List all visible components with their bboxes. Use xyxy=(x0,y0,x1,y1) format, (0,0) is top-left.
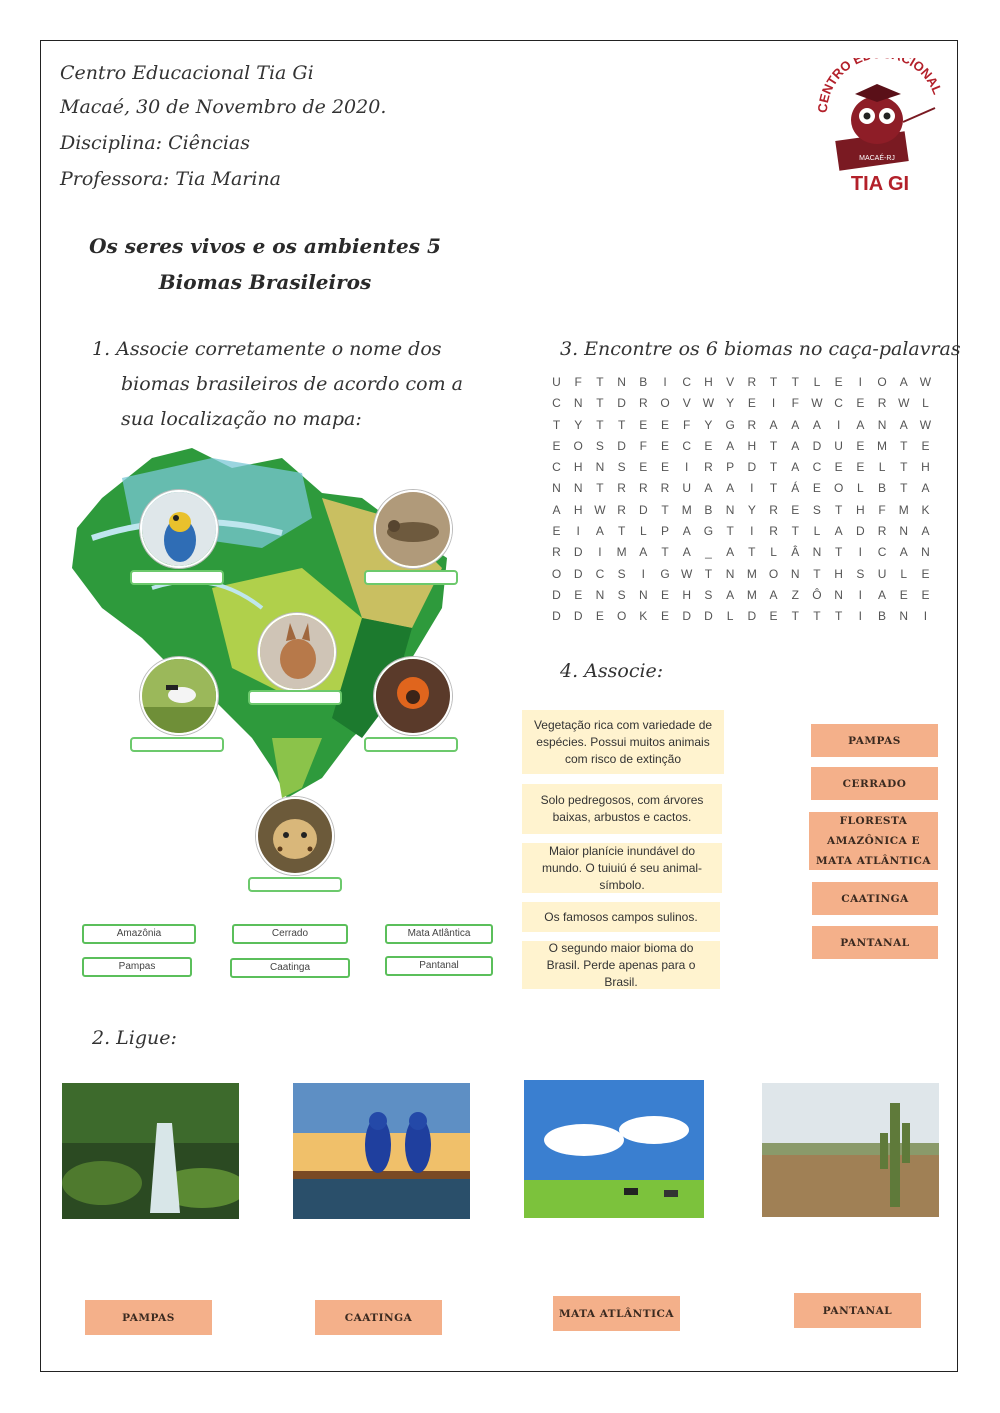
word-search-letter[interactable]: N xyxy=(899,524,909,539)
word-search-letter[interactable]: S xyxy=(595,438,604,453)
word-search-letter[interactable]: T xyxy=(791,609,799,624)
bank-pantanal[interactable]: Pantanal xyxy=(385,956,493,976)
word-search-letter[interactable]: M xyxy=(877,438,888,453)
q4-tag-caatinga[interactable]: CAATINGA xyxy=(812,882,938,915)
word-search-letter[interactable]: E xyxy=(856,460,865,475)
word-search-letter[interactable]: A xyxy=(899,375,908,389)
word-search-letter[interactable]: I xyxy=(836,417,841,432)
word-search-letter[interactable]: A xyxy=(834,524,843,539)
word-search-letter[interactable]: T xyxy=(900,460,908,475)
word-search-letter[interactable]: R xyxy=(704,460,713,475)
word-search-letter[interactable]: I xyxy=(750,481,754,496)
q2-label: 2. Ligue: xyxy=(92,1027,177,1049)
school-name: Centro Educacional Tia Gi xyxy=(60,62,314,84)
word-search-letter[interactable]: N xyxy=(725,502,735,517)
word-search-letter[interactable]: Y xyxy=(726,396,735,411)
q2-tag-mata-atlantica[interactable]: MATA ATLÂNTICA xyxy=(553,1296,680,1331)
word-search-letter[interactable]: R xyxy=(638,481,648,496)
word-search-letter[interactable]: T xyxy=(834,545,843,560)
word-search-letter[interactable]: F xyxy=(791,396,799,411)
word-search-letter[interactable]: W xyxy=(702,396,715,411)
word-search-letter[interactable]: L xyxy=(770,545,777,560)
word-search-letter[interactable]: O xyxy=(616,609,627,624)
word-search-letter[interactable]: C xyxy=(877,545,887,560)
word-search-letter[interactable]: G xyxy=(703,524,714,539)
word-search-letter[interactable]: L xyxy=(726,609,734,624)
word-search-letter[interactable]: T xyxy=(834,502,843,517)
word-search-letter[interactable]: E xyxy=(769,609,778,624)
word-search-letter[interactable]: I xyxy=(641,566,645,581)
q1-line1: 1. Associe corretamente o nome dos xyxy=(92,338,442,360)
word-search-letter[interactable]: L xyxy=(878,460,886,475)
description-4: Os famosos campos sulinos. xyxy=(522,902,720,932)
word-search-letter[interactable]: G xyxy=(725,417,735,432)
word-search-letter[interactable]: T xyxy=(813,566,821,581)
word-search-letter[interactable]: R xyxy=(552,545,561,560)
word-search-letter[interactable]: O xyxy=(768,566,779,581)
word-search-letter[interactable]: T xyxy=(769,481,778,496)
word-search-letter[interactable]: O xyxy=(551,566,562,581)
word-search-letter[interactable]: H xyxy=(573,460,583,475)
word-search-letter[interactable]: B xyxy=(878,481,887,496)
word-search-letter[interactable]: R xyxy=(617,481,626,496)
word-search-letter[interactable]: M xyxy=(681,502,692,517)
word-search-letter[interactable]: A xyxy=(921,481,930,496)
word-search-letter[interactable]: L xyxy=(857,481,864,496)
word-search-letter[interactable]: V xyxy=(726,375,735,389)
word-search-letter[interactable]: D xyxy=(682,609,692,624)
word-search-letter[interactable]: C xyxy=(682,375,692,389)
word-search-letter[interactable]: R xyxy=(877,524,887,539)
word-search-letter[interactable]: E xyxy=(595,609,604,624)
word-search-letter[interactable]: A xyxy=(726,545,735,560)
word-search-letter[interactable]: D xyxy=(747,460,757,475)
word-search-letter[interactable]: E xyxy=(661,438,670,453)
q4-tag-pantanal[interactable]: PANTANAL xyxy=(812,926,938,959)
word-search-letter[interactable]: T xyxy=(552,417,561,432)
word-search-letter[interactable]: E xyxy=(552,524,561,539)
word-search-letter[interactable]: Z xyxy=(791,587,799,602)
word-search-letter[interactable]: A xyxy=(769,417,778,432)
word-search-row xyxy=(546,478,936,499)
word-search-letter[interactable]: T xyxy=(617,417,626,432)
word-search-letter[interactable]: A xyxy=(791,417,800,432)
word-search-letter[interactable]: A xyxy=(726,587,735,602)
word-search-letter[interactable]: E xyxy=(856,438,865,453)
word-search-row xyxy=(546,500,936,521)
word-search-letter[interactable]: R xyxy=(769,524,778,539)
word-search-letter[interactable]: A xyxy=(769,587,778,602)
word-search-letter[interactable]: W xyxy=(919,375,932,389)
word-search-letter[interactable]: D xyxy=(617,438,626,453)
word-search-letter[interactable]: A xyxy=(704,481,713,496)
word-search-letter[interactable]: U xyxy=(552,375,561,389)
q1-line2: biomas brasileiros de acordo com a xyxy=(121,373,463,395)
word-search-letter[interactable]: E xyxy=(661,417,670,432)
date-line: Macaé, 30 de Novembro de 2020. xyxy=(60,96,387,118)
word-search-letter[interactable]: O xyxy=(573,438,583,453)
word-search-letter[interactable]: D xyxy=(747,609,757,624)
word-search-letter[interactable]: N xyxy=(573,396,583,411)
word-search-letter[interactable]: E xyxy=(661,460,670,475)
word-search-letter[interactable]: Â xyxy=(791,545,800,560)
word-search-letter[interactable]: B xyxy=(704,502,713,517)
word-search-letter[interactable]: H xyxy=(834,566,843,581)
word-search-letter[interactable]: U xyxy=(682,481,692,496)
word-search-letter[interactable]: T xyxy=(596,481,604,496)
q4-tag-floresta-mata[interactable]: FLORESTA AMAZÔNICA E MATA ATLÂNTICA xyxy=(809,812,938,870)
jabiru-photo xyxy=(140,657,218,735)
word-search-letter[interactable]: T xyxy=(748,545,756,560)
word-search-letter[interactable]: T xyxy=(791,375,799,389)
word-search-letter[interactable]: S xyxy=(704,587,713,602)
macaw-photo xyxy=(140,490,218,568)
word-search-letter[interactable]: A xyxy=(921,524,930,539)
word-search-letter[interactable]: E xyxy=(704,438,713,453)
answer-box-jabiru[interactable] xyxy=(130,737,224,752)
caatinga-cactus-photo xyxy=(762,1083,939,1217)
word-search-row xyxy=(546,436,936,457)
word-search-letter[interactable]: N xyxy=(725,566,735,581)
description-2: Solo pedregosos, com árvores baixas, arbustos e cactos. xyxy=(522,784,722,834)
word-search-letter[interactable]: N xyxy=(573,481,583,496)
word-search-letter[interactable]: I xyxy=(750,524,754,539)
word-search-letter[interactable]: E xyxy=(747,396,756,411)
subject-line: Disciplina: Ciências xyxy=(60,132,250,154)
word-search-letter[interactable]: M xyxy=(898,502,909,517)
school-logo xyxy=(815,58,945,198)
word-search-letter[interactable]: D xyxy=(573,545,583,560)
word-search-letter[interactable]: I xyxy=(858,587,863,602)
word-search-letter[interactable]: N xyxy=(595,460,605,475)
q2-tag-pampas[interactable]: PAMPAS xyxy=(85,1300,212,1335)
word-search-letter[interactable]: T xyxy=(769,438,778,453)
word-search-letter[interactable]: I xyxy=(858,545,863,560)
word-search-letter[interactable]: N xyxy=(877,417,887,432)
word-search-letter[interactable]: K xyxy=(921,502,930,517)
grassland-cattle-photo xyxy=(524,1080,704,1218)
word-search-letter[interactable]: A xyxy=(791,460,800,475)
q2-tag-pantanal[interactable]: PANTANAL xyxy=(794,1293,921,1328)
word-search-letter[interactable]: T xyxy=(900,438,908,453)
word-search-letter[interactable]: N xyxy=(552,481,561,496)
word-search-letter[interactable]: H xyxy=(682,587,692,602)
q1-line3: sua localização no mapa: xyxy=(121,408,362,430)
word-search-letter[interactable]: E xyxy=(812,481,821,496)
word-search-letter[interactable]: D xyxy=(552,587,561,602)
word-search-letter[interactable]: L xyxy=(813,524,821,539)
bank-pampas[interactable]: Pampas xyxy=(82,957,192,977)
answer-box-ocelot[interactable] xyxy=(248,877,342,892)
word-search-letter[interactable]: D xyxy=(552,609,561,624)
word-search-letter[interactable]: M xyxy=(746,587,757,602)
word-search-letter[interactable]: T xyxy=(661,502,669,517)
word-search-letter[interactable]: C xyxy=(595,566,605,581)
lizard-photo xyxy=(374,490,452,568)
word-search-letter[interactable]: I xyxy=(598,545,602,560)
word-search-letter[interactable]: T xyxy=(769,375,778,389)
word-search-letter[interactable]: R xyxy=(747,417,757,432)
logo-city: MACAÉ-RJ xyxy=(859,155,895,162)
word-search-row xyxy=(546,542,936,563)
word-search-letter[interactable]: E xyxy=(639,460,648,475)
teacher-line: Professora: Tia Marina xyxy=(60,168,281,190)
word-search-letter[interactable]: T xyxy=(617,524,626,539)
word-search-letter[interactable]: S xyxy=(617,460,626,475)
word-search-letter[interactable]: A xyxy=(595,524,604,539)
word-search-letter[interactable]: S xyxy=(856,566,865,581)
word-search-letter[interactable]: R xyxy=(660,481,670,496)
word-search-letter[interactable]: I xyxy=(923,609,928,624)
word-search-letter[interactable]: H xyxy=(921,460,930,475)
word-search-letter[interactable]: R xyxy=(769,502,778,517)
word-search-letter[interactable]: E xyxy=(661,587,670,602)
ocelot-photo xyxy=(256,797,334,875)
forest-waterfall-photo xyxy=(62,1083,239,1219)
word-search-row xyxy=(546,564,936,585)
word-search-letter[interactable]: L xyxy=(922,396,929,411)
word-search-letter[interactable]: F xyxy=(683,417,691,432)
word-search-letter[interactable]: Y xyxy=(704,417,713,432)
word-search-letter[interactable]: D xyxy=(638,502,648,517)
word-search-letter[interactable]: E xyxy=(921,566,930,581)
word-search-letter[interactable]: A xyxy=(791,438,800,453)
description-3: Maior planície inundável do mundo. O tuiuiú é seu animal-símbolo. xyxy=(522,843,722,893)
bank-cerrado[interactable]: Cerrado xyxy=(232,924,348,944)
word-search-letter[interactable]: N xyxy=(812,545,822,560)
word-search-letter[interactable]: T xyxy=(769,460,778,475)
word-search-letter[interactable]: G xyxy=(660,566,670,581)
word-search-letter[interactable]: F xyxy=(639,438,647,453)
word-search-letter[interactable]: R xyxy=(747,375,757,389)
worksheet-title: Os seres vivos e os ambientes 5 xyxy=(89,234,441,258)
word-search-letter[interactable]: I xyxy=(858,609,863,624)
word-search-letter[interactable]: T xyxy=(834,609,843,624)
word-search-letter[interactable]: C xyxy=(834,396,843,411)
word-search-letter[interactable]: S xyxy=(812,502,821,517)
word-search-letter[interactable]: A xyxy=(878,587,887,602)
word-search-letter[interactable]: H xyxy=(704,375,713,389)
word-search-letter[interactable]: N xyxy=(899,609,909,624)
word-search-letter[interactable]: A xyxy=(726,438,735,453)
word-search-row xyxy=(546,521,936,542)
logo-arc-text: CENTRO E CIONAL xyxy=(815,58,945,114)
word-search-letter[interactable]: N xyxy=(617,375,626,389)
word-search-letter[interactable]: _ xyxy=(705,545,712,560)
word-search-letter[interactable]: T xyxy=(813,609,821,624)
word-search-letter[interactable]: T xyxy=(661,545,669,560)
word-search-letter[interactable]: K xyxy=(639,609,648,624)
q4-label: 4. Associe: xyxy=(560,660,664,682)
word-search-letter[interactable]: N xyxy=(790,566,800,581)
word-search-letter[interactable]: F xyxy=(878,502,886,517)
word-search-letter[interactable]: Á xyxy=(791,481,800,496)
word-search-letter[interactable]: H xyxy=(747,438,757,453)
word-search-letter[interactable]: E xyxy=(921,438,930,453)
bank-caatinga[interactable]: Caatinga xyxy=(230,958,350,978)
word-search-letter[interactable]: A xyxy=(899,545,908,560)
word-search-row xyxy=(546,372,936,393)
word-search-letter[interactable]: Ô xyxy=(812,587,822,602)
word-search-letter[interactable]: C xyxy=(682,438,692,453)
word-search-letter[interactable]: E xyxy=(661,609,670,624)
word-search-letter[interactable]: R xyxy=(617,502,626,517)
word-search-letter[interactable]: B xyxy=(639,375,648,389)
word-search-letter[interactable]: I xyxy=(576,524,580,539)
word-search-letter[interactable]: T xyxy=(726,524,734,539)
word-search-letter[interactable]: I xyxy=(663,375,667,389)
word-search-letter[interactable]: I xyxy=(685,460,689,475)
word-search-letter[interactable]: E xyxy=(791,502,800,517)
word-search-letter[interactable]: A xyxy=(899,417,908,432)
word-search-letter[interactable]: M xyxy=(746,566,757,581)
word-search-letter[interactable]: A xyxy=(856,417,865,432)
word-search-letter[interactable]: D xyxy=(856,524,865,539)
word-search-letter[interactable]: R xyxy=(638,396,648,411)
word-search-letter[interactable]: A xyxy=(726,481,735,496)
word-search-letter[interactable]: Y xyxy=(747,502,756,517)
word-search-letter[interactable]: O xyxy=(660,396,670,411)
answer-box-tamarin[interactable] xyxy=(364,737,458,752)
word-search-letter[interactable]: D xyxy=(573,609,583,624)
word-search-row xyxy=(546,585,936,606)
word-search-letter[interactable]: O xyxy=(833,481,844,496)
answer-box-wolf[interactable] xyxy=(248,690,342,705)
word-search-letter[interactable]: E xyxy=(639,417,648,432)
word-search-letter[interactable]: W xyxy=(594,502,606,517)
word-search-letter[interactable]: I xyxy=(858,375,863,389)
word-search-letter[interactable]: T xyxy=(596,417,604,432)
word-search-letter[interactable]: A xyxy=(812,417,821,432)
word-search-letter[interactable]: S xyxy=(617,587,626,602)
word-search-letter[interactable]: E xyxy=(856,396,865,411)
word-search-letter[interactable]: E xyxy=(921,587,930,602)
word-search-letter[interactable]: H xyxy=(856,502,865,517)
word-search-letter[interactable]: E xyxy=(552,438,561,453)
word-search-letter[interactable]: T xyxy=(596,396,604,411)
tamarin-photo xyxy=(374,657,452,735)
word-search-letter[interactable]: S xyxy=(617,566,626,581)
word-search-letter[interactable]: A xyxy=(639,545,648,560)
word-search-row xyxy=(546,457,936,478)
q3-label: 3. Encontre os 6 biomas no caça-palavras xyxy=(560,338,961,360)
worksheet-subtitle: Biomas Brasileiros xyxy=(158,270,372,294)
word-search-letter[interactable]: D xyxy=(617,396,626,411)
word-search-letter[interactable]: O xyxy=(877,375,887,389)
word-search-letter[interactable]: B xyxy=(878,609,887,624)
word-search-letter[interactable]: T xyxy=(704,566,713,581)
word-search-letter[interactable]: W xyxy=(811,396,823,411)
word-search-letter[interactable]: L xyxy=(813,375,821,389)
word-search-letter[interactable]: T xyxy=(900,481,908,496)
q4-tag-pampas[interactable]: PAMPAS xyxy=(811,724,938,757)
word-search-letter[interactable]: I xyxy=(771,396,776,411)
word-search-letter[interactable]: N xyxy=(921,545,930,560)
word-search-letter[interactable]: T xyxy=(791,524,799,539)
word-search-letter[interactable]: N xyxy=(638,587,648,602)
word-search-letter[interactable]: Y xyxy=(574,417,583,432)
word-search-row xyxy=(546,606,936,627)
word-search-letter[interactable]: C xyxy=(812,460,822,475)
word-search-letter[interactable]: D xyxy=(812,438,822,453)
word-search-letter[interactable]: L xyxy=(900,566,908,581)
word-search-row xyxy=(546,415,936,436)
bank-amazonia[interactable]: Amazônia xyxy=(82,924,196,944)
word-search-letter[interactable]: E xyxy=(899,587,908,602)
q2-tag-caatinga[interactable]: CAATINGA xyxy=(315,1300,442,1335)
word-search-letter[interactable]: V xyxy=(682,396,691,411)
word-search-letter[interactable]: R xyxy=(877,396,887,411)
word-search-letter[interactable]: U xyxy=(877,566,887,581)
word-search-letter[interactable]: E xyxy=(834,460,843,475)
word-search-letter[interactable]: F xyxy=(574,375,582,389)
description-5: O segundo maior bioma do Brasil. Perde apenas para o Brasil. xyxy=(522,941,720,989)
word-search-letter[interactable]: P xyxy=(726,460,735,475)
word-search-letter[interactable]: A xyxy=(552,502,561,517)
maned-wolf-photo xyxy=(258,613,336,691)
word-search-letter[interactable]: W xyxy=(919,417,932,432)
word-search-letter[interactable]: C xyxy=(552,460,561,475)
word-search-grid[interactable] xyxy=(546,372,936,628)
bank-mata-atlantica[interactable]: Mata Atlântica xyxy=(385,924,493,944)
logo-name: TIA GI xyxy=(850,173,910,195)
word-search-letter[interactable]: C xyxy=(552,396,561,411)
description-1: Vegetação rica com variedade de espécies. Possui muitos animais com risco de extinção xyxy=(522,710,724,774)
word-search-letter[interactable]: E xyxy=(574,587,583,602)
word-search-letter[interactable]: D xyxy=(573,566,583,581)
answer-box-macaw[interactable] xyxy=(130,570,224,585)
word-search-letter[interactable]: T xyxy=(596,375,604,389)
word-search-letter[interactable]: P xyxy=(661,524,670,539)
word-search-letter[interactable]: E xyxy=(834,375,843,389)
word-search-letter[interactable]: D xyxy=(704,609,713,624)
word-search-letter[interactable]: A xyxy=(682,524,691,539)
word-search-letter[interactable]: A xyxy=(682,545,691,560)
word-search-letter[interactable]: L xyxy=(639,524,647,539)
word-search-letter[interactable]: W xyxy=(898,396,910,411)
answer-box-lizard[interactable] xyxy=(364,570,458,585)
word-search-letter[interactable]: U xyxy=(834,438,843,453)
word-search-letter[interactable]: H xyxy=(573,502,583,517)
hyacinth-macaws-photo xyxy=(293,1083,470,1219)
word-search-letter[interactable]: N xyxy=(834,587,843,602)
word-search-letter[interactable]: W xyxy=(681,566,693,581)
word-search-row xyxy=(546,393,936,414)
word-search-letter[interactable]: N xyxy=(595,587,605,602)
q4-tag-cerrado[interactable]: CERRADO xyxy=(811,767,938,800)
word-search-letter[interactable]: M xyxy=(616,545,627,560)
